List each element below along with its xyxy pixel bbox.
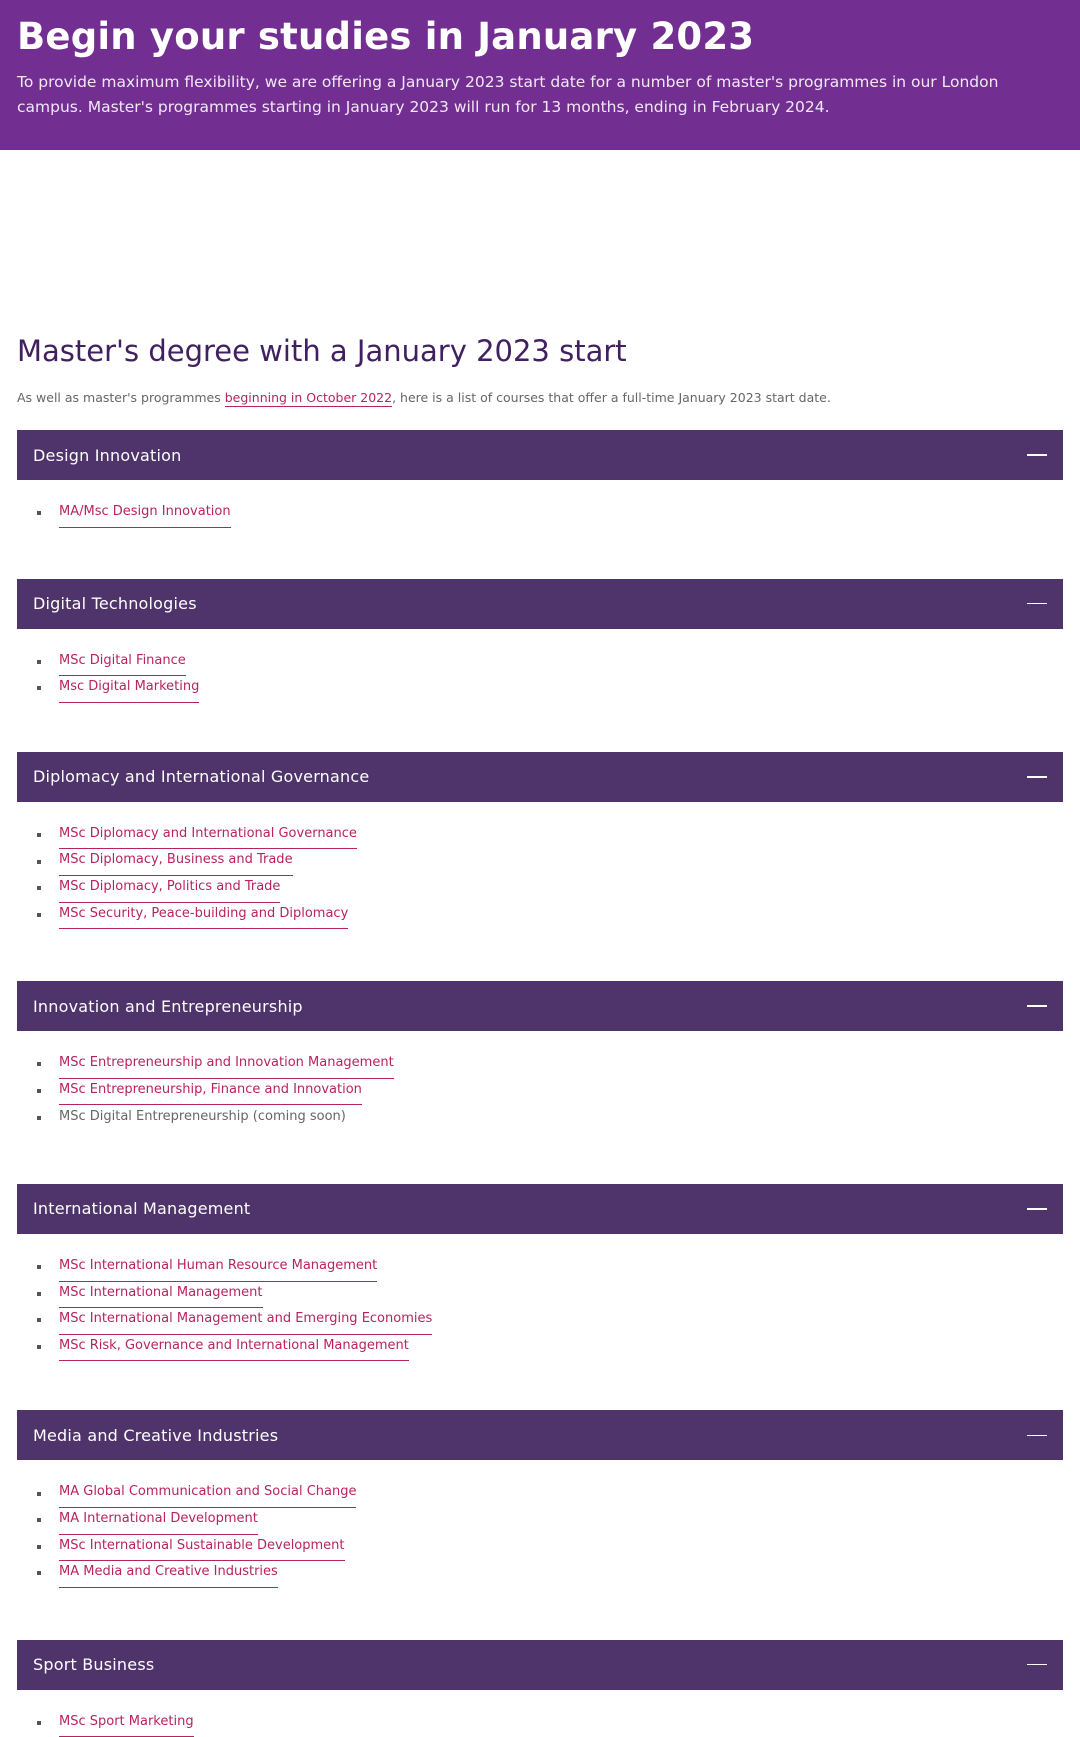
- course-link[interactable]: MA/Msc Design Innovation: [59, 499, 231, 528]
- course-item: [37, 1104, 1063, 1131]
- bullet-icon: [37, 1062, 41, 1066]
- accordion-section: [17, 1640, 1063, 1737]
- intro-text: [17, 389, 1063, 407]
- course-item: [37, 649, 1063, 676]
- accordion-title: Design Innovation: [33, 445, 182, 465]
- course-link[interactable]: MSc Risk, Governance and International Management: [59, 1333, 409, 1362]
- october-2022-link[interactable]: beginning in October 2022: [224, 390, 393, 405]
- accordion-title: International Management: [33, 1199, 251, 1219]
- accordion-section: [17, 1410, 1063, 1639]
- bullet-icon: [37, 686, 41, 690]
- course-link[interactable]: MA Media and Creative Industries: [59, 1559, 278, 1588]
- collapse-icon[interactable]: [1027, 1208, 1047, 1210]
- course-item: [37, 875, 1063, 902]
- bullet-icon: [37, 1089, 41, 1093]
- accordion-section: [17, 430, 1063, 579]
- bullet-icon: [37, 1116, 41, 1120]
- bullet-icon: [37, 1545, 41, 1549]
- course-link[interactable]: MSc Diplomacy, Business and Trade: [59, 847, 293, 876]
- course-item: [37, 822, 1063, 849]
- course-item: [37, 1254, 1063, 1281]
- bullet-icon: [37, 1492, 41, 1496]
- accordion-title: Innovation and Entrepreneurship: [33, 996, 303, 1016]
- course-item: [37, 1334, 1063, 1361]
- course-list: [17, 1690, 1063, 1737]
- accordion-title: Digital Technologies: [33, 594, 197, 614]
- course-link[interactable]: MSc Digital Finance: [59, 648, 186, 677]
- course-link[interactable]: MSc International Management: [59, 1280, 263, 1309]
- section-heading: Master's degree with a January 2023 start: [17, 334, 627, 368]
- course-list: [17, 802, 1063, 981]
- page-title: Begin your studies in January 2023: [17, 15, 755, 58]
- course-item: [37, 1480, 1063, 1507]
- course-item: [37, 848, 1063, 875]
- course-list: [17, 1234, 1063, 1410]
- bullet-icon: [37, 833, 41, 837]
- course-item: [37, 1560, 1063, 1587]
- course-link[interactable]: MSc Sport Marketing: [59, 1709, 194, 1737]
- accordion-header[interactable]: [17, 1640, 1063, 1690]
- bullet-icon: [37, 1721, 41, 1725]
- hero-banner: [0, 0, 1080, 150]
- bullet-icon: [37, 1265, 41, 1269]
- bullet-icon: [37, 860, 41, 864]
- accordion-list: [17, 430, 1063, 1736]
- course-link[interactable]: MA Global Communication and Social Change: [59, 1479, 356, 1508]
- accordion-header[interactable]: [17, 981, 1063, 1031]
- accordion-section: [17, 1184, 1063, 1410]
- bullet-icon: [37, 1345, 41, 1349]
- bullet-icon: [37, 660, 41, 664]
- course-item: [37, 902, 1063, 929]
- course-item: [37, 500, 1063, 527]
- main-content: [0, 150, 1080, 1736]
- course-list: [17, 1460, 1063, 1639]
- course-link[interactable]: MSc Security, Peace-building and Diplomacy: [59, 901, 348, 930]
- collapse-icon[interactable]: [1027, 1005, 1047, 1007]
- bullet-icon: [37, 511, 41, 515]
- bullet-icon: [37, 1571, 41, 1575]
- bullet-icon: [37, 1292, 41, 1296]
- course-item: [37, 1281, 1063, 1308]
- course-list: [17, 480, 1063, 579]
- course-item: [37, 1534, 1063, 1561]
- course-link[interactable]: MSc Entrepreneurship and Innovation Management: [59, 1050, 394, 1079]
- course-link[interactable]: Msc Digital Marketing: [59, 674, 199, 703]
- course-item: [37, 1078, 1063, 1105]
- bullet-icon: [37, 886, 41, 890]
- collapse-icon[interactable]: [1027, 603, 1047, 605]
- course-item: [37, 1307, 1063, 1334]
- accordion-header[interactable]: [17, 1184, 1063, 1234]
- course-link[interactable]: MSc International Management and Emerging Economies: [59, 1306, 432, 1335]
- accordion-header[interactable]: [17, 430, 1063, 480]
- course-link[interactable]: MSc Entrepreneurship, Finance and Innovation: [59, 1077, 362, 1106]
- course-link[interactable]: MSc International Sustainable Development: [59, 1533, 345, 1562]
- course-link[interactable]: MSc International Human Resource Management: [59, 1253, 377, 1282]
- accordion-section: [17, 579, 1063, 752]
- collapse-icon[interactable]: [1027, 454, 1047, 456]
- accordion-section: [17, 981, 1063, 1184]
- course-item: [37, 1710, 1063, 1737]
- accordion-header[interactable]: [17, 579, 1063, 629]
- accordion-section: [17, 752, 1063, 981]
- intro-text-before: As well as master's programmes: [17, 390, 225, 405]
- intro-text-after: , here is a list of courses that offer a full-time January 2023 start date.: [392, 390, 831, 405]
- course-list: [17, 1031, 1063, 1184]
- course-link[interactable]: MA International Development: [59, 1506, 258, 1535]
- course-item: [37, 1051, 1063, 1078]
- collapse-icon[interactable]: [1027, 776, 1047, 778]
- course-item: [37, 675, 1063, 702]
- bullet-icon: [37, 913, 41, 917]
- course-item: [37, 1507, 1063, 1534]
- hero-description: To provide maximum flexibility, we are offering a January 2023 start date for a number of master's programmes in our London campus. Master's programmes starting in January 2023 will run for 13 months, ending in February 2024.: [17, 73, 999, 116]
- accordion-header[interactable]: [17, 1410, 1063, 1460]
- accordion-header[interactable]: [17, 752, 1063, 802]
- bullet-icon: [37, 1318, 41, 1322]
- accordion-title: Sport Business: [33, 1655, 155, 1675]
- course-text: MSc Digital Entrepreneurship (coming soon): [59, 1109, 346, 1125]
- bullet-icon: [37, 1518, 41, 1522]
- collapse-icon[interactable]: [1027, 1664, 1047, 1666]
- collapse-icon[interactable]: [1027, 1435, 1047, 1437]
- accordion-title: Diplomacy and International Governance: [33, 767, 370, 787]
- course-list: [17, 629, 1063, 752]
- course-link[interactable]: MSc Diplomacy and International Governance: [59, 821, 357, 850]
- course-link[interactable]: MSc Diplomacy, Politics and Trade: [59, 874, 280, 903]
- accordion-title: Media and Creative Industries: [33, 1425, 279, 1445]
